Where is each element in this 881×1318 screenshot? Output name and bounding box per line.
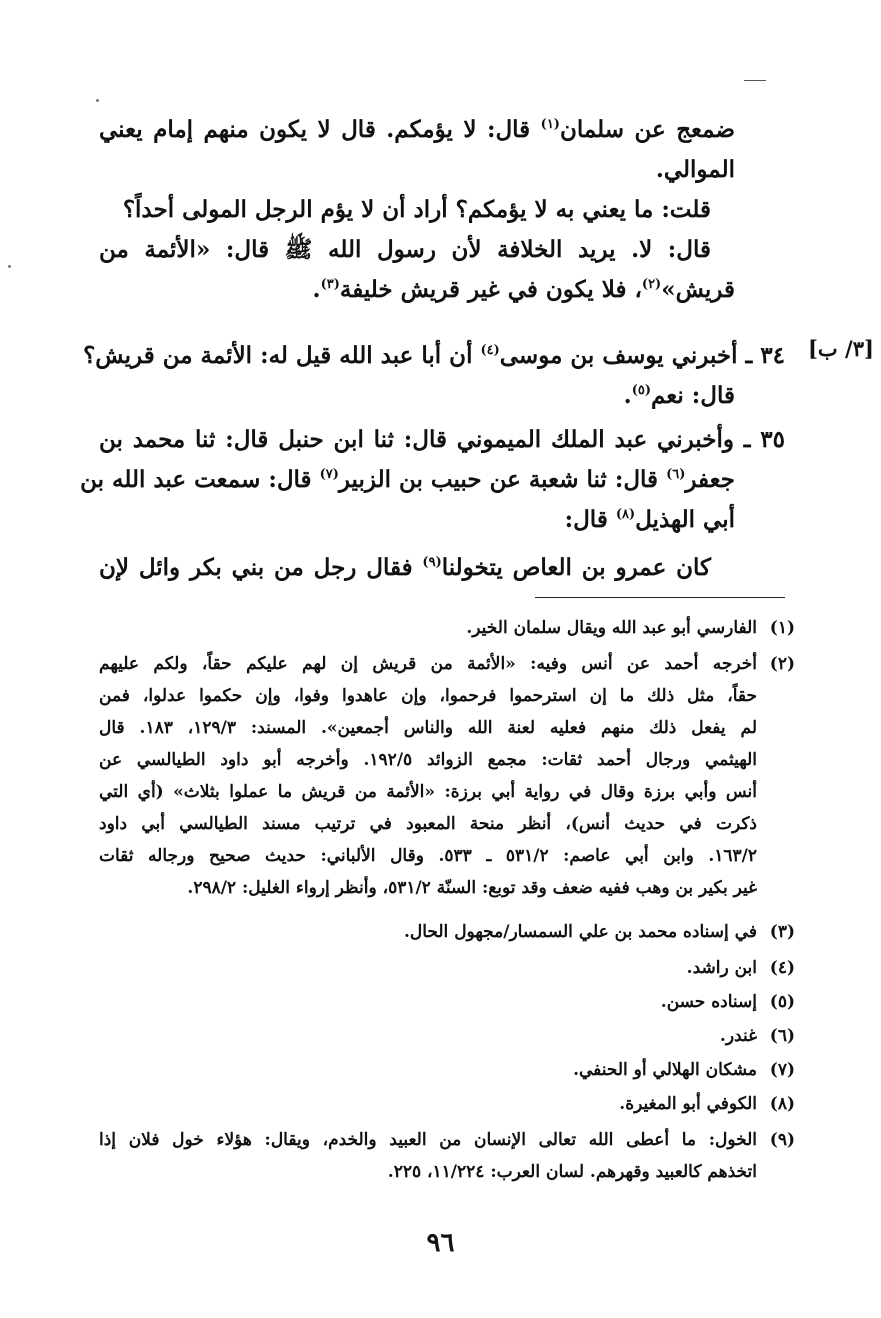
text-line (99, 190, 711, 230)
footnote-number: (٤) (769, 958, 795, 978)
text-line (99, 270, 735, 314)
text-line (99, 420, 785, 460)
footnote-marker: (٤) (480, 343, 500, 358)
text-run: قال: (564, 506, 616, 533)
footnote-marker: (٣) (320, 277, 340, 292)
text-run: ٣٥ ـ وأخبرني عبد الملك الميموني قال: ثنا ابن حنبل قال: ثنا محمد بن (99, 426, 785, 453)
text-run: الموالي. (655, 156, 735, 183)
top-rule (744, 80, 766, 81)
footnote-line: ابن راشد. (686, 958, 757, 978)
footnote-line: اتخذهم كالعبيد وقهرهم. لسان العرب: ١١/٢٢٤، ٢٢٥. (387, 1162, 757, 1182)
text-line (83, 336, 785, 380)
footnote-line: أخرجه أحمد عن أنس وفيه: «الأئمة من قريش إن لهم عليكم حقاً، ولكم عليهم (99, 654, 757, 674)
footnote-line: الكوفي أبو المغيرة. (619, 1094, 757, 1114)
footnote-marker: (٦) (666, 467, 686, 482)
footnote-line: ١٦٣/٢. وابن أبي عاصم: ٥٣١/٢ ـ ٥٣٣. وقال الألباني: حديث صحيح ورجاله ثقات (99, 846, 757, 866)
footnote-marker: (٩) (422, 555, 442, 570)
text-run: أبي الهذيل (635, 506, 735, 533)
text-run: ، فلا يكون في غير قريش خليفة (339, 276, 642, 303)
text-run: فقال رجل من بني بكر وائل لإن (99, 554, 423, 581)
footnote-marker: (٧) (319, 467, 339, 482)
text-run: كان عمرو بن العاص يتخولنا (441, 554, 711, 581)
text-run: ٣٤ ـ أخبرني يوسف بن موسى (499, 342, 785, 369)
footnote-line: إسناده حسن. (660, 992, 757, 1012)
footnote-line: حقاً، مثل ذلك ما إن استرحموا فرحموا، وإن عاهدوا وفوا، وإن حكموا عدلوا، فمن (99, 686, 757, 706)
text-run: أن أبا عبد الله قيل له: الأئمة من قريش؟ (83, 342, 481, 369)
text-run: . (623, 382, 632, 409)
text-line (80, 460, 735, 504)
footnote-number: (٧) (769, 1060, 795, 1080)
text-run: قال: لا يؤمكم. قال لا يكون منهم إمام يعني (99, 116, 541, 143)
footnote-number: (٩) (769, 1130, 795, 1150)
text-line (99, 548, 711, 592)
footnote-line: لم يفعل ذلك منهم فعليه لعنة الله والناس أجمعين». المسند: ١٢٩/٣، ١٨٣. قال (99, 718, 758, 738)
footnote-number: (٣) (769, 922, 795, 942)
footnote-number: (٢) (769, 654, 795, 674)
footnote-line: أنس وأبي برزة وقال في رواية أبي برزة: «الأئمة من قريش ما عملوا بثلاث» (أي التي (99, 782, 757, 802)
scan-speck (96, 99, 99, 102)
text-run: قلت: ما يعني به لا يؤمكم؟ أراد أن لا يؤم الرجل المولى أحداً؟ (122, 196, 711, 223)
footnote-number: (٦) (769, 1026, 795, 1046)
footnote-line: الخول: ما أعطى الله تعالى الإنسان من العبيد والخدم، ويقال: هؤلاء خول فلان إذا (99, 1130, 757, 1150)
text-run: قريش» (661, 276, 735, 303)
footnote-line: الفارسي أبو عبد الله ويقال سلمان الخير. (466, 618, 757, 638)
text-run: قال: ثنا شعبة عن حبيب بن الزبير (338, 466, 667, 493)
footnote-line: الهيثمي ورجال أحمد ثقات: مجمع الزوائد ١٩٢/٥. وأخرجه أبو داود الطيالسي عن (99, 750, 757, 770)
text-run: قال: سمعت عبد الله بن (80, 466, 320, 493)
footnote-marker: (٢) (641, 277, 662, 292)
text-run: قال: نعم (650, 382, 735, 409)
footnote-separator (535, 597, 785, 598)
text-line (123, 376, 735, 420)
footnote-number: (٥) (769, 992, 795, 1012)
footnote-number: (٨) (769, 1094, 795, 1114)
text-run: جعفر (685, 466, 735, 493)
footnote-line: غير بكير بن وهب ففيه ضعف وقد توبع: السنّة ٥٣١/٢، وأنظر إرواء الغليل: ٢٩٨/٢. (187, 878, 757, 898)
footnote-line: في إسناده محمد بن علي السمسار/مجهول الحال. (403, 922, 757, 942)
footnote-marker: (٨) (615, 507, 636, 522)
footnote-line: مشكان الهلالي أو الحنفي. (573, 1060, 757, 1080)
text-line (99, 110, 735, 154)
text-run: ضمعج عن سلمان (559, 116, 735, 143)
footnote-number: (١) (769, 618, 795, 638)
footnote-line: ذكرت في حديث أنس)، أنظر منحة المعبود في ترتيب مسند الطيالسي أبي داود (99, 814, 757, 834)
margin-reference: [٣/ ب] (808, 336, 874, 361)
text-line (99, 500, 735, 544)
text-line (99, 150, 735, 190)
text-line (99, 230, 711, 270)
footnote-marker: (١) (540, 117, 560, 132)
footnote-line: غندر. (719, 1026, 757, 1046)
page-number: ٩٦ (426, 1228, 455, 1258)
text-run: . (312, 276, 321, 303)
text-run: قال: لا. يريد الخلافة لأن رسول الله ﷺ قال: «الأئمة من (99, 236, 711, 263)
scan-speck (8, 265, 11, 268)
footnote-marker: (٥) (631, 383, 651, 398)
